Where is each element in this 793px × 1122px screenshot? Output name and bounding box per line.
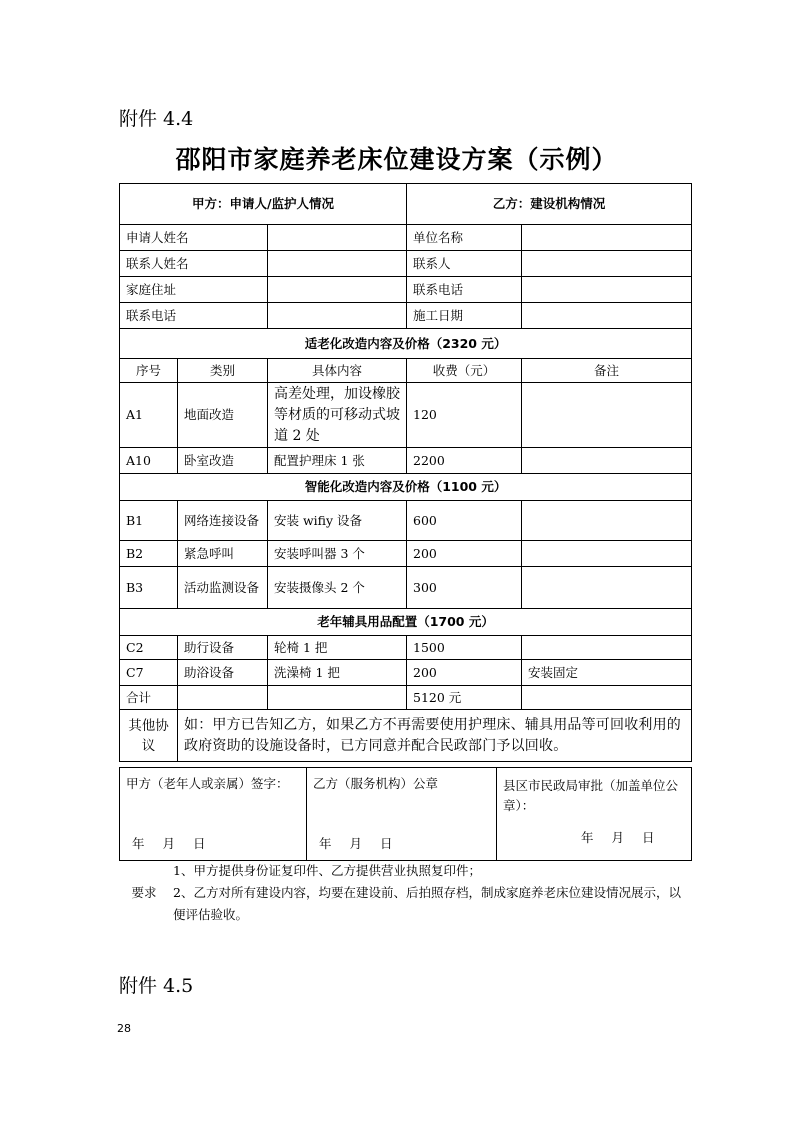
party-b-seal-label: 乙方（服务机构）公章 xyxy=(313,776,439,791)
row-no: A10 xyxy=(120,448,178,474)
total-empty xyxy=(522,686,692,710)
attachment-heading: 附件 4.4 xyxy=(119,108,194,130)
row-content: 轮椅 1 把 xyxy=(268,636,407,660)
info-value[interactable] xyxy=(268,225,407,251)
row-content: 安装摄像头 2 个 xyxy=(268,567,407,609)
total-value: 5120 元 xyxy=(407,686,522,710)
approval-seal-label: 县区市民政局审批（加盖单位公章）： xyxy=(503,778,679,813)
row-note xyxy=(522,541,692,567)
row-content: 洗澡椅 1 把 xyxy=(268,660,407,686)
row-fee: 200 xyxy=(407,541,522,567)
row-category: 活动监测设备 xyxy=(178,567,268,609)
info-label: 联系电话 xyxy=(407,277,522,303)
info-value[interactable] xyxy=(268,251,407,277)
next-attachment-heading: 附件 4.5 xyxy=(119,975,194,997)
row-no: C7 xyxy=(120,660,178,686)
row-fee: 600 xyxy=(407,501,522,541)
row-note xyxy=(522,383,692,448)
row-fee: 1500 xyxy=(407,636,522,660)
column-header-fee: 收费（元） xyxy=(407,359,522,383)
requirements-label: 要求 xyxy=(131,885,157,900)
row-category: 地面改造 xyxy=(178,383,268,448)
row-category: 网络连接设备 xyxy=(178,501,268,541)
column-header-no: 序号 xyxy=(120,359,178,383)
row-fee: 120 xyxy=(407,383,522,448)
requirements-table xyxy=(119,860,691,926)
row-no: B3 xyxy=(120,567,178,609)
info-label: 联系人姓名 xyxy=(120,251,268,277)
requirement-item: 1、甲方提供身份证复印件、乙方提供营业执照复印件； xyxy=(173,863,481,878)
column-header-note: 备注 xyxy=(522,359,692,383)
party-b-header: 乙方：建设机构情况 xyxy=(407,184,692,225)
total-empty xyxy=(178,686,268,710)
info-value[interactable] xyxy=(522,277,692,303)
plan-table xyxy=(119,183,692,762)
info-label: 单位名称 xyxy=(407,225,522,251)
row-fee: 300 xyxy=(407,567,522,609)
requirement-item: 2、乙方对所有建设内容，均要在建设前、后拍照存档，制成家庭养老床位建设情况展示，以便评估验收。 xyxy=(173,885,681,922)
party-a-header: 甲方：申请人/监护人情况 xyxy=(120,184,407,225)
info-value[interactable] xyxy=(268,303,407,329)
row-content: 高差处理，加设橡胶等材质的可移动式坡道 2 处 xyxy=(268,383,407,448)
info-label: 联系人 xyxy=(407,251,522,277)
row-note: 安装固定 xyxy=(522,660,692,686)
info-label: 家庭住址 xyxy=(120,277,268,303)
row-no: C2 xyxy=(120,636,178,660)
column-header-category: 类别 xyxy=(178,359,268,383)
other-agreement-text: 如：甲方已告知乙方，如果乙方不再需要使用护理床、辅具用品等可回收利用的政府资助的设施设备时，已方同意并配合民政部门予以回收。 xyxy=(178,710,692,762)
row-fee: 2200 xyxy=(407,448,522,474)
party-b-seal[interactable] xyxy=(307,768,497,861)
approval-date: 年 月 日 xyxy=(581,830,655,845)
approval-seal[interactable] xyxy=(497,768,692,861)
section-title-assistive: 老年辅具用品配置（1700 元） xyxy=(120,609,692,636)
row-category: 助行设备 xyxy=(178,636,268,660)
document-title: 邵阳市家庭养老床位建设方案（示例） xyxy=(175,145,618,174)
info-value[interactable] xyxy=(522,303,692,329)
signature-table xyxy=(119,767,692,861)
row-content: 配置护理床 1 张 xyxy=(268,448,407,474)
other-agreement-label: 其他协议 xyxy=(120,710,178,762)
info-value[interactable] xyxy=(522,225,692,251)
row-content: 安装呼叫器 3 个 xyxy=(268,541,407,567)
section-title-aging: 适老化改造内容及价格（2320 元） xyxy=(120,329,692,359)
signature-date: 年 月 日 xyxy=(132,836,206,851)
row-note xyxy=(522,636,692,660)
info-value[interactable] xyxy=(522,251,692,277)
info-label: 施工日期 xyxy=(407,303,522,329)
section-title-smart: 智能化改造内容及价格（1100 元） xyxy=(120,474,692,501)
row-note xyxy=(522,448,692,474)
column-header-content: 具体内容 xyxy=(268,359,407,383)
row-no: A1 xyxy=(120,383,178,448)
row-content: 安装 wifiy 设备 xyxy=(268,501,407,541)
info-label: 联系电话 xyxy=(120,303,268,329)
party-a-signature-label: 甲方（老年人或亲属）签字： xyxy=(126,776,289,791)
seal-date: 年 月 日 xyxy=(319,836,393,851)
info-label: 申请人姓名 xyxy=(120,225,268,251)
requirements-content xyxy=(169,860,691,926)
total-label: 合计 xyxy=(120,686,178,710)
total-empty xyxy=(268,686,407,710)
row-fee: 200 xyxy=(407,660,522,686)
row-no: B1 xyxy=(120,501,178,541)
row-no: B2 xyxy=(120,541,178,567)
row-note xyxy=(522,501,692,541)
page-number: 28 xyxy=(117,1022,131,1035)
row-category: 助浴设备 xyxy=(178,660,268,686)
row-note xyxy=(522,567,692,609)
row-category: 紧急呼叫 xyxy=(178,541,268,567)
row-category: 卧室改造 xyxy=(178,448,268,474)
party-a-signature[interactable] xyxy=(120,768,307,861)
info-value[interactable] xyxy=(268,277,407,303)
